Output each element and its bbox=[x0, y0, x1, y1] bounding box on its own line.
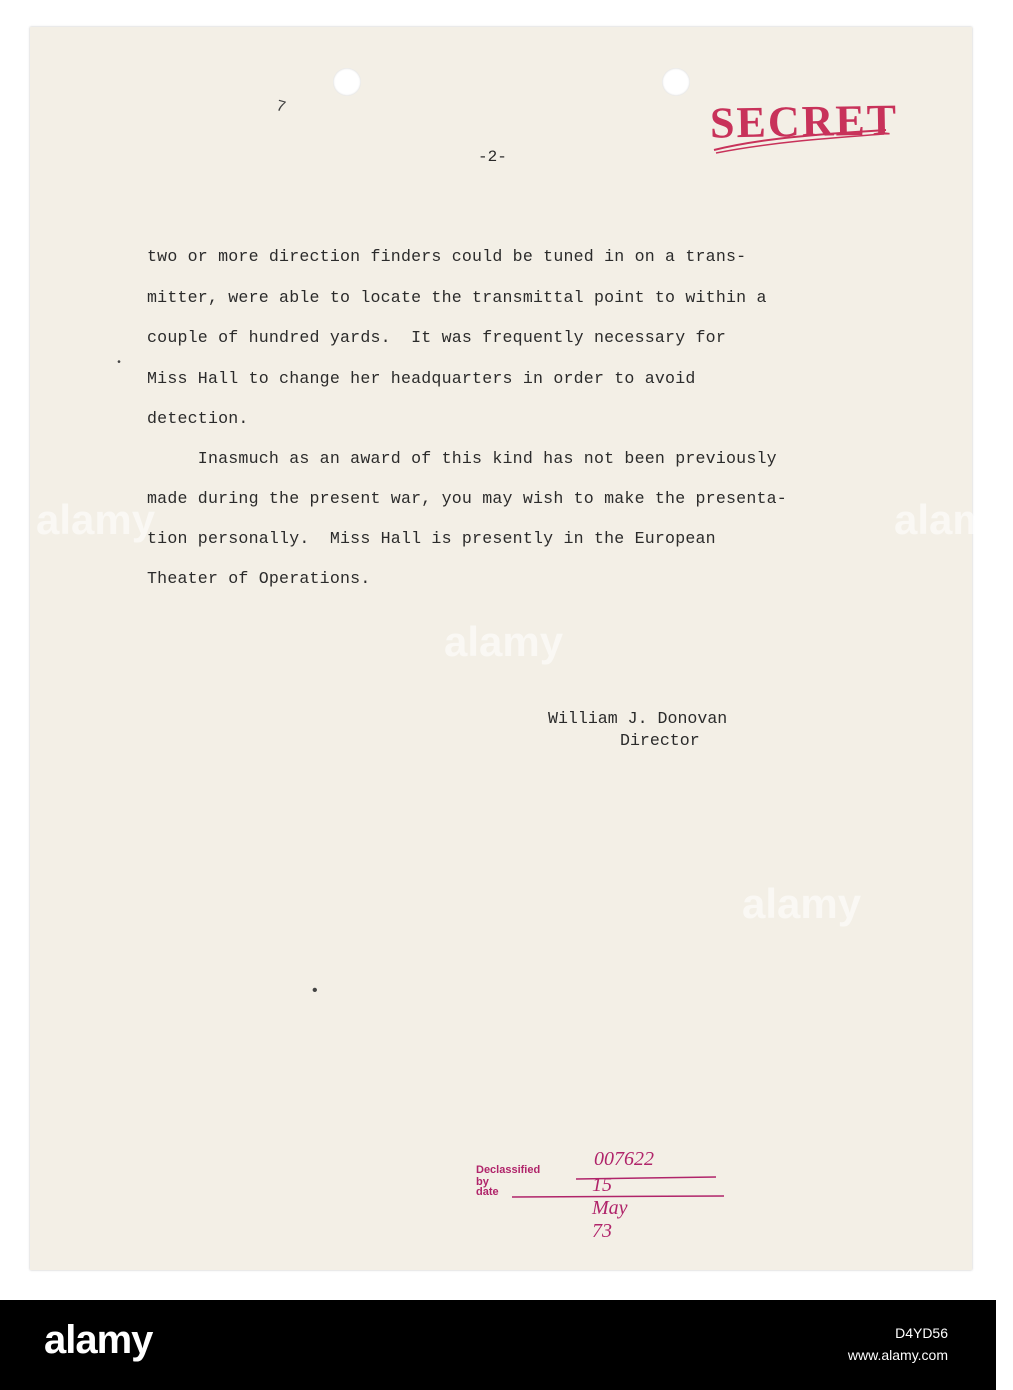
declassified-by-value: 007622 bbox=[594, 1148, 654, 1170]
punch-hole-left bbox=[333, 68, 361, 96]
text-line: tion personally. Miss Hall is presently in the European bbox=[147, 529, 716, 548]
footer-url[interactable]: www.alamy.com bbox=[847, 1347, 948, 1363]
watermark: alamy bbox=[36, 496, 156, 543]
text-line: made during the present war, you may wish to make the presenta- bbox=[147, 489, 787, 508]
text-line: mitter, were able to locate the transmittal point to within a bbox=[147, 288, 767, 307]
page-number: -2- bbox=[478, 148, 507, 166]
watermark: alamy bbox=[444, 618, 564, 665]
signature-name: William J. Donovan bbox=[548, 709, 728, 728]
text-line: Inasmuch as an award of this kind has not been previously bbox=[147, 449, 777, 468]
footer-info bbox=[848, 1322, 948, 1366]
ink-dot: • bbox=[310, 982, 320, 1000]
text-line: Theater of Operations. bbox=[147, 569, 371, 588]
image-id: D4YD56 bbox=[895, 1325, 948, 1341]
date-underline bbox=[512, 1194, 724, 1200]
signature-title: Director bbox=[620, 731, 700, 750]
text-line: couple of hundred yards. It was frequently necessary for bbox=[147, 328, 726, 347]
ink-dot: • bbox=[116, 358, 123, 369]
punch-hole-right bbox=[662, 68, 690, 96]
text-line: Miss Hall to change her headquarters in order to avoid bbox=[147, 369, 696, 388]
secret-stamp-strike bbox=[712, 128, 888, 154]
footer-logo: alamy bbox=[44, 1318, 153, 1362]
text-line: two or more direction finders could be tuned in on a trans- bbox=[147, 247, 747, 266]
text-line: detection. bbox=[147, 409, 249, 428]
watermark: alamy bbox=[742, 880, 862, 927]
handwritten-margin-mark: 7 bbox=[273, 97, 288, 117]
watermark: alamy bbox=[894, 496, 1013, 543]
date-value: 15 May 73 bbox=[592, 1174, 628, 1242]
secret-stamp: SECRET bbox=[709, 95, 899, 148]
declassified-by-label: Declassified by bbox=[476, 1164, 541, 1188]
date-label: date bbox=[476, 1186, 499, 1198]
